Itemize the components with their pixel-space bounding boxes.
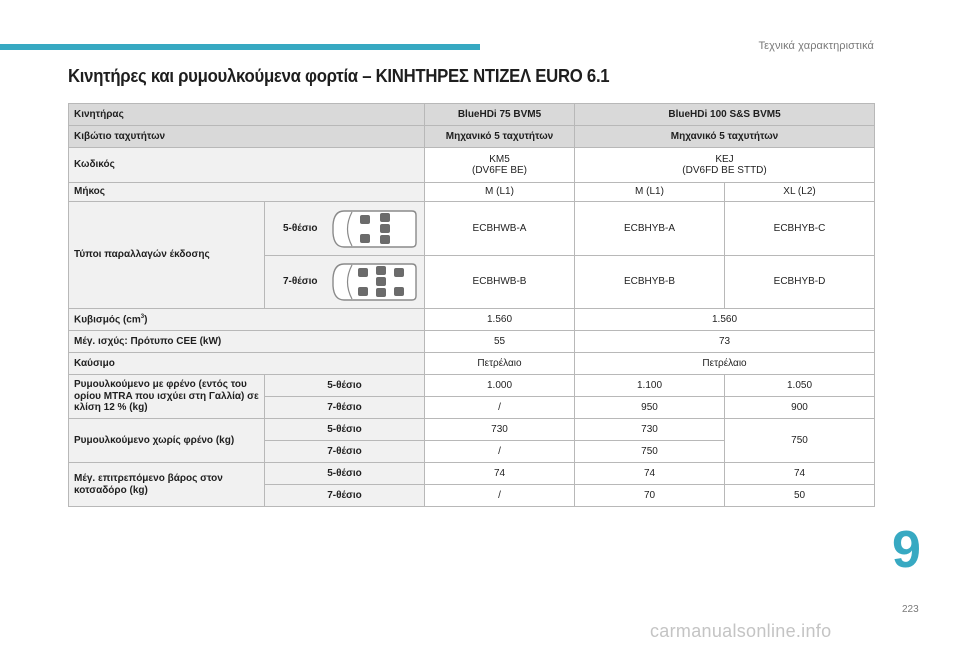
length-1: M (L1) (425, 183, 575, 202)
table-row (69, 419, 875, 441)
unbraked-3: 750 (725, 419, 875, 463)
row-label-gearbox: Κιβώτιο ταχυτήτων (69, 126, 425, 148)
unbraked-5-2: 730 (575, 419, 725, 441)
seat-7-label: 7-θέσιο (283, 276, 318, 288)
section-title: Τεχνικά χαρακτηριστικά (758, 40, 874, 52)
braked-5-1: 1.000 (425, 375, 575, 397)
type-7-2: ECBHYB-B (575, 256, 725, 309)
nose-5-seat-label: 5-θέσιο (265, 463, 425, 485)
code-1 (425, 148, 575, 183)
chapter-number: 9 (892, 521, 921, 579)
displacement-1: 1.560 (425, 309, 575, 331)
table-row (69, 463, 875, 485)
braked-7-1: / (425, 397, 575, 419)
unbraked-7-1: / (425, 441, 575, 463)
fuel-1: Πετρέλαιο (425, 353, 575, 375)
code-2-main: KEJ (715, 153, 734, 165)
fuel-2: Πετρέλαιο (575, 353, 875, 375)
row-label-length: Μήκος (69, 183, 425, 202)
watermark: carmanualsonline.info (650, 621, 832, 641)
displacement-2: 1.560 (575, 309, 875, 331)
code-2 (575, 148, 875, 183)
nose-5-1: 74 (425, 463, 575, 485)
power-2: 73 (575, 331, 875, 353)
row-label-braked-trailer: Ρυμουλκούμενο με φρένο (εντός του ορίου MTRA που ισχύει στη Γαλλία) σε κλίση 12 % (kg) (69, 375, 265, 419)
row-label-types: Τύποι παραλλαγών έκδοσης (69, 202, 265, 309)
braked-7-2: 950 (575, 397, 725, 419)
type-7-1: ECBHWB-B (425, 256, 575, 309)
nose-5-2: 74 (575, 463, 725, 485)
table-row (69, 126, 875, 148)
seat-5-label: 5-θέσιο (283, 222, 318, 234)
length-3: XL (L2) (725, 183, 875, 202)
braked-7-seat-label: 7-θέσιο (265, 397, 425, 419)
nose-7-2: 70 (575, 485, 725, 507)
unbraked-5-seat-label: 5-θέσιο (265, 419, 425, 441)
table-row (69, 202, 875, 256)
table-row (69, 148, 875, 183)
nose-7-3: 50 (725, 485, 875, 507)
seat-layout-7-icon (330, 262, 418, 302)
code-2-sub: (DV6FD BE STTD) (682, 165, 767, 176)
type-5-2: ECBHYB-A (575, 202, 725, 256)
row-label-code: Κωδικός (69, 148, 425, 183)
code-1-main: KM5 (489, 153, 510, 165)
row-label-fuel: Καύσιμο (69, 353, 425, 375)
nose-7-seat-label: 7-θέσιο (265, 485, 425, 507)
header-accent-bar (0, 44, 480, 50)
type-7-3: ECBHYB-D (725, 256, 875, 309)
unbraked-7-seat-label: 7-θέσιο (265, 441, 425, 463)
version-7-seat (265, 256, 425, 309)
row-label-nose-weight: Μέγ. επιτρεπόμενο βάρος στον κοτσαδόρο (kg) (69, 463, 265, 507)
page-title: Κινητήρες και ρυμουλκούμενα φορτία – ΚΙΝΗΤΗΡΕΣ ΝΤΙΖΕΛ EURO 6.1 (68, 66, 610, 86)
page-number: 223 (902, 604, 919, 615)
braked-5-3: 1.050 (725, 375, 875, 397)
engine-2-name: BlueHDi 100 S&S BVM5 (575, 104, 875, 126)
row-label-displacement: Κυβισμός $(cm^3)$ (69, 309, 425, 331)
seat-layout-5-icon (330, 209, 418, 249)
nose-5-3: 74 (725, 463, 875, 485)
spec-table (68, 103, 875, 507)
braked-5-seat-label: 5-θέσιο (265, 375, 425, 397)
nose-7-1: / (425, 485, 575, 507)
power-1: 55 (425, 331, 575, 353)
table-row (69, 309, 875, 331)
version-5-seat (265, 202, 425, 256)
table-row (69, 353, 875, 375)
type-5-1: ECBHWB-A (425, 202, 575, 256)
gearbox-2: Μηχανικό 5 ταχυτήτων (575, 126, 875, 148)
length-2: M (L1) (575, 183, 725, 202)
table-row (69, 331, 875, 353)
code-1-sub: (DV6FE BE) (471, 165, 527, 176)
row-label-unbraked-trailer: Ρυμουλκούμενο χωρίς φρένο (kg) (69, 419, 265, 463)
unbraked-5-1: 730 (425, 419, 575, 441)
table-row (69, 375, 875, 397)
row-label-power: Μέγ. ισχύς: Πρότυπο CEE (kW) (69, 331, 425, 353)
table-row (69, 104, 875, 126)
type-5-3: ECBHYB-C (725, 202, 875, 256)
unbraked-7-2: 750 (575, 441, 725, 463)
braked-5-2: 1.100 (575, 375, 725, 397)
gearbox-1: Μηχανικό 5 ταχυτήτων (425, 126, 575, 148)
row-label-engine: Κινητήρας (69, 104, 425, 126)
table-row (69, 183, 875, 202)
braked-7-3: 900 (725, 397, 875, 419)
engine-1-name: BlueHDi 75 BVM5 (425, 104, 575, 126)
